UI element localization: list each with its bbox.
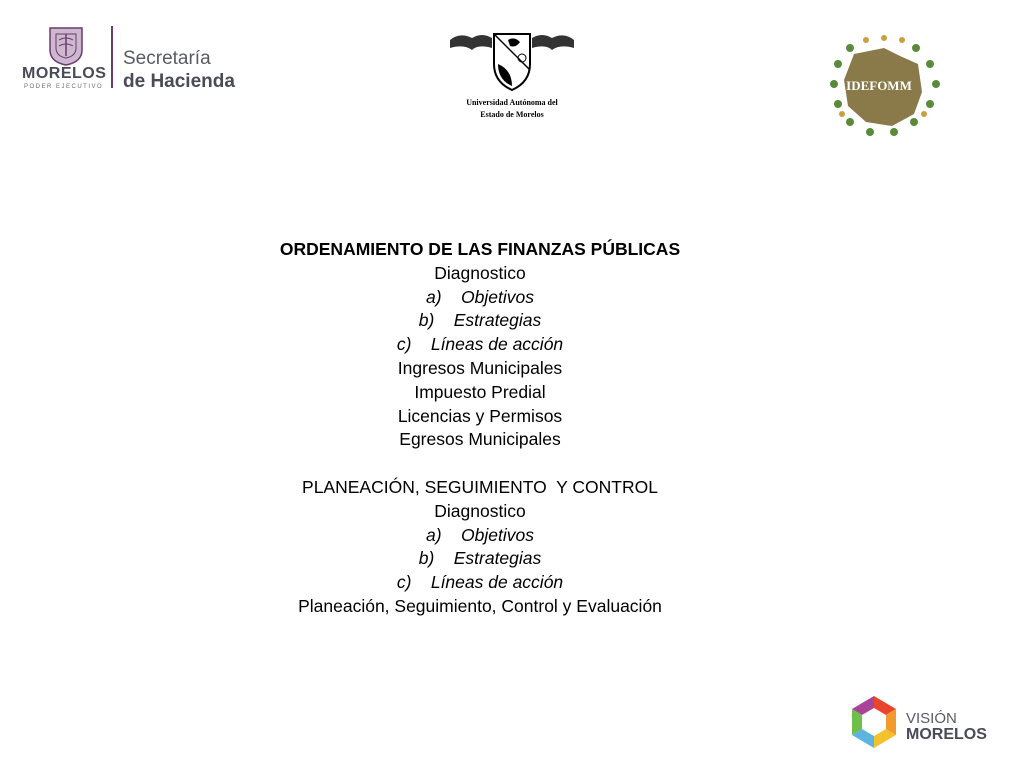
section-spacer [220,452,740,476]
vision-text: VISIÓN [906,710,957,727]
section1-topic: Egresos Municipales [399,429,561,450]
section1-action-lines-item: c) Líneas de acción [396,334,564,355]
de-hacienda-text: de Hacienda [123,71,235,92]
morelos-logo-text: MORELOS [22,65,107,82]
section2-objective-item: a) Objetivos [426,524,534,545]
section1-strategy-item: b) Estrategias [418,310,542,331]
logo-divider [111,26,113,88]
section1-diagnostic: Diagnostico [434,262,526,283]
logo-vision-morelos [844,692,1004,752]
morelos-text: MORELOS [906,726,987,743]
section1-title: ORDENAMIENTO DE LAS FINANZAS PÚBLICAS [279,239,681,259]
section2-topic: Planeación, Seguimiento, Control y Evaluación [298,595,662,616]
document-body [220,238,740,619]
logo-secretaria-hacienda [20,22,250,94]
poder-ejecutivo-text: PODER EJECUTIVO [24,84,104,90]
uaem-shield-icon [448,30,576,92]
section1-topic: Impuesto Predial [414,381,546,402]
section1-topic: Ingresos Municipales [397,357,563,378]
secretaria-text: Secretaría [123,48,211,69]
idefomm-label: IDEFOMM [846,78,912,93]
uaem-name-line1: Universidad Autónoma del [466,98,558,107]
section2-diagnostic: Diagnostico [434,500,526,521]
section1-objective-item: a) Objetivos [426,286,534,307]
vision-hexagon-icon [844,692,904,752]
section2-strategy-item: b) Estrategias [418,548,542,569]
logo-idefomm [826,34,946,138]
logo-uaem [442,30,582,122]
morelos-crest-icon [46,24,86,66]
uaem-name-line2: Estado de Morelos [480,110,544,119]
section2-title: PLANEACIÓN, SEGUIMIENTO Y CONTROL [302,476,658,497]
section2-action-lines-item: c) Líneas de acción [396,572,564,593]
section1-topic: Licencias y Permisos [397,405,563,426]
